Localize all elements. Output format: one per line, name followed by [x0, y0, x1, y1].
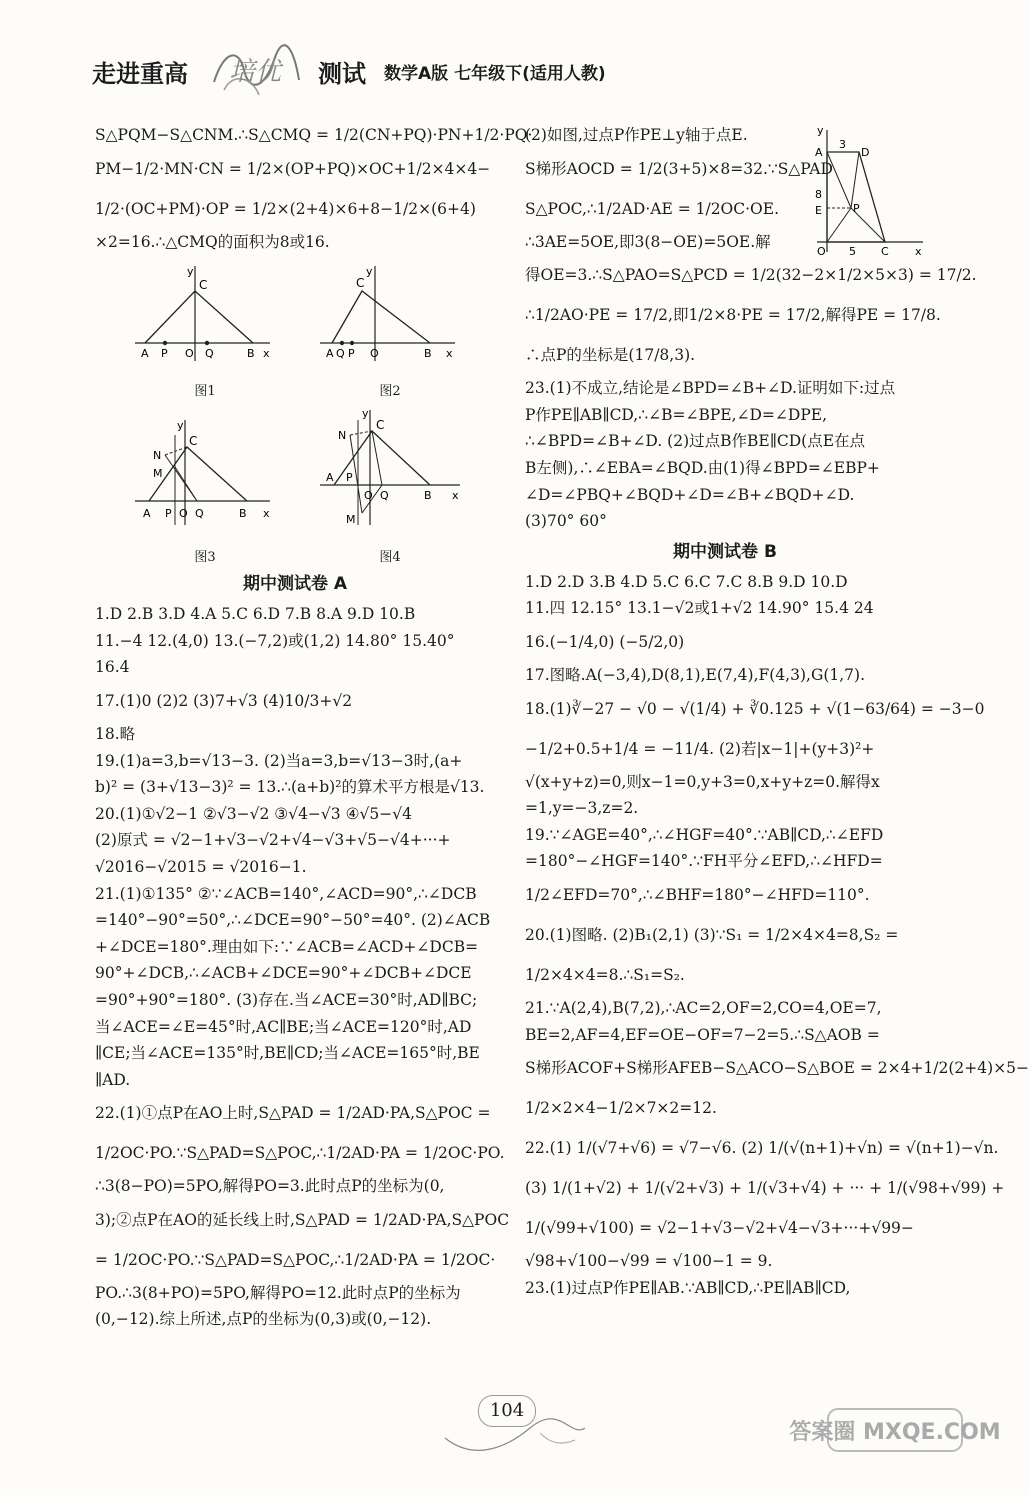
text-line: S△POC,∴1/2AD·AE = 1/2OC·OE. — [525, 199, 780, 218]
svg-text:Q: Q — [380, 489, 389, 503]
answer-line: ∥CE;当∠ACE=135°时,BE∥CD;当∠ACE=165°时,BE — [95, 1044, 480, 1063]
svg-text:C: C — [356, 276, 365, 291]
answer-line: BE=2,AF=4,EF=OE−OF=7−2=5.∴S△AOB = — [525, 1025, 880, 1044]
svg-text:B: B — [424, 489, 432, 503]
svg-text:P: P — [346, 471, 353, 485]
subject-label: 数学A版 七年级下(适用人教) — [384, 64, 606, 84]
test-label: 测试 — [318, 60, 366, 88]
answer-line: 21.(1)①135° ②∵∠ACB=140°,∠ACD=90°,∴∠DCB — [95, 884, 477, 903]
svg-text:N: N — [153, 449, 162, 463]
svg-text:x: x — [915, 245, 922, 258]
svg-text:y: y — [177, 419, 184, 433]
answer-line: ∴3(8−PO)=5PO,解得PO=3.此时点P的坐标为(0, — [95, 1177, 445, 1196]
answer-line: √2016−√2015 = √2016−1. — [95, 857, 307, 876]
answer-line: 23.(1)过点P作PE∥AB.∵AB∥CD,∴PE∥AB∥CD, — [525, 1278, 851, 1297]
brand-logo — [204, 40, 304, 100]
figure-3 — [135, 415, 275, 540]
svg-text:Q: Q — [195, 507, 204, 521]
svg-text:C: C — [376, 418, 385, 433]
figure-1 — [135, 261, 275, 376]
answer-line: 16.4 — [95, 658, 130, 677]
svg-text:C: C — [199, 278, 208, 293]
text-line: ∴∠BPD=∠B+∠D. (2)过点B作BE∥CD(点E在点 — [525, 432, 866, 451]
svg-text:A: A — [143, 507, 151, 521]
section-title-b: 期中测试卷 B — [673, 541, 777, 562]
answer-line: (0,−12).综上所述,点P的坐标为(0,3)或(0,−12). — [95, 1310, 432, 1329]
text-line: 23.(1)不成立,结论是∠BPD=∠B+∠D.证明如下:过点 — [525, 379, 896, 398]
right-column — [525, 122, 1029, 1301]
svg-text:y: y — [817, 124, 824, 137]
svg-text:B: B — [247, 347, 255, 361]
svg-text:x: x — [452, 489, 459, 503]
svg-text:A: A — [326, 471, 334, 485]
answer-line: =180°−∠HGF=140°.∵FH平分∠EFD,∴∠HFD= — [525, 852, 883, 871]
text-line: S△PQM−S△CNM.∴S△CMQ = 1/2(CN+PQ)·PN+1/2·PQ· — [95, 126, 533, 144]
site-watermark — [789, 1405, 1001, 1475]
svg-text:O: O — [364, 489, 373, 503]
svg-text:P: P — [165, 507, 172, 521]
svg-text:答案圈 MXQE.COM: 答案圈 MXQE.COM — [789, 1420, 1001, 1445]
svg-text:C: C — [189, 434, 198, 449]
page-header — [92, 52, 912, 92]
svg-text:E: E — [815, 204, 822, 217]
answer-line: S梯形ACOF+S梯形AFEB−S△ACO−S△BOE = 2×4+1/2(2+4)×5− — [525, 1059, 1029, 1078]
answer-line: √(x+y+z)=0,则x−1=0,y+3=0,x+y+z=0.解得x — [525, 772, 880, 791]
svg-text:y: y — [366, 265, 373, 279]
figure-group — [95, 255, 495, 567]
svg-text:C: C — [881, 245, 889, 258]
answer-line: −1/2+0.5+1/4 = −11/4. (2)若|x−1|+(y+3)²+ — [525, 739, 875, 758]
text-line: (3)70° 60° — [525, 512, 607, 531]
answer-line: = 1/2OC·PO.∵S△PAD=S△POC,∴1/2AD·PA = 1/2OC· — [95, 1250, 496, 1269]
answer-line: 20.(1)①√2−1 ②√3−√2 ③√4−√3 ④√5−√4 — [95, 804, 412, 823]
answer-line: 17.图略.A(−3,4),D(8,1),E(7,4),F(4,3),G(1,7). — [525, 665, 865, 684]
svg-text:P: P — [853, 202, 860, 215]
figure-3-caption: 图3 — [194, 550, 216, 566]
answer-line: 17.(1)0 (2)2 (3)7+√3 (4)10/3+√2 — [95, 691, 353, 710]
svg-text:M: M — [346, 513, 356, 527]
answer-line: 22.(1) 1/(√7+√6) = √7−√6. (2) 1/(√(n+1)+√n) = √(n+1)−√n. — [525, 1139, 999, 1158]
answer-line: PO.∴3(8+PO)=5PO,解得PO=12.此时点P的坐标为 — [95, 1283, 461, 1302]
figure-2 — [320, 261, 460, 376]
answer-line: =140°−90°=50°,∴∠DCE=90°−50°=40°. (2)∠ACB — [95, 911, 491, 930]
figure-4 — [320, 405, 465, 540]
answer-line: =90°+90°=180°. (3)存在.当∠ACE=30°时,AD∥BC; — [95, 990, 478, 1009]
svg-text:B: B — [239, 507, 247, 521]
answer-line: 11.四 12.15° 13.1−√2或1+√2 14.90° 15.4 24 — [525, 599, 874, 618]
answer-line: 1.D 2.D 3.B 4.D 5.C 6.C 7.C 8.B 9.D 10.D — [525, 572, 848, 591]
text-line: ∴1/2AO·PE = 17/2,即1/2×8·PE = 17/2,解得PE = 17/8. — [525, 306, 941, 325]
answer-line: ∥AD. — [95, 1070, 131, 1089]
answer-line: √98+√100−√99 = √100−1 = 9. — [525, 1252, 773, 1271]
svg-text:x: x — [263, 507, 270, 521]
answer-line: (3) 1/(1+√2) + 1/(√2+√3) + 1/(√3+√4) + ··· + 1/(√98+√99) + — [525, 1179, 1005, 1198]
left-column — [95, 122, 533, 1333]
text-line: (2)如图,过点P作PE⊥y轴于点E. — [525, 126, 748, 144]
text-line: 1/2·(OC+PM)·OP = 1/2×(2+4)×6+8−1/2×(6+4) — [95, 199, 476, 218]
text-line: ∴点P的坐标是(17/8,3). — [525, 346, 696, 365]
svg-text:A: A — [141, 347, 149, 361]
answer-line: 90°+∠DCB,∴∠ACB+∠DCE=90°+∠DCB+∠DCE — [95, 964, 472, 983]
answer-line: 11.−4 12.(4,0) 13.(−7,2)或(1,2) 14.80° 15.40° — [95, 631, 455, 650]
text-line: 得OE=3.∴S△PAO=S△PCD = 1/2(32−2×1/2×5×3) = 17/2. — [525, 266, 977, 285]
svg-text:M: M — [153, 467, 163, 481]
svg-text:y: y — [187, 265, 194, 279]
answer-line: (2)原式 = √2−1+√3−√2+√4−√3+√5−√4+···+ — [95, 831, 451, 850]
text-line: ∴3AE=5OE,即3(8−OE)=5OE.解 — [525, 232, 771, 251]
answer-line: 1/2OC·PO.∵S△PAD=S△POC,∴1/2AD·PA = 1/2OC·PO. — [95, 1144, 505, 1163]
svg-text:A: A — [815, 146, 823, 159]
page-number: 104 — [478, 1395, 536, 1427]
answer-line: 1/2×2×4−1/2×7×2=12. — [525, 1099, 717, 1118]
answer-line: +∠DCE=180°.理由如下:∵∠ACB=∠ACD+∠DCB= — [95, 937, 479, 956]
figure-1-caption: 图1 — [194, 384, 216, 400]
svg-text:x: x — [263, 347, 270, 361]
figure-2-caption: 图2 — [379, 384, 401, 400]
answer-line: 18.略 — [95, 724, 136, 743]
answer-line: 1.D 2.B 3.D 4.A 5.C 6.D 7.B 8.A 9.D 10.B — [95, 605, 416, 624]
answer-line: 3);②点P在AO的延长线上时,S△PAD = 1/2AD·PA,S△POC — [95, 1210, 510, 1229]
text-line: P作PE∥AB∥CD,∴∠B=∠BPE,∠D=∠DPE, — [525, 405, 828, 424]
svg-text:培优: 培优 — [229, 57, 282, 87]
answer-line: 21.∵A(2,4),B(7,2),∴AC=2,OF=2,CO=4,OE=7, — [525, 998, 882, 1017]
answer-line: 1/2∠EFD=70°,∴∠BHF=180°−∠HFD=110°. — [525, 885, 870, 904]
svg-text:Q: Q — [205, 347, 214, 361]
svg-text:Q: Q — [336, 347, 345, 361]
series-title: 走进重高 — [92, 60, 188, 88]
figure-4-caption: 图4 — [379, 550, 401, 566]
text-line: ∠D=∠PBQ+∠BQD+∠D=∠B+∠BQD+∠D. — [525, 485, 855, 504]
svg-text:O: O — [817, 245, 826, 258]
answer-line: 16.(−1/4,0) (−5/2,0) — [525, 632, 685, 651]
text-line: S梯形AOCD = 1/2(3+5)×8=32.∵S△PAD — [525, 159, 833, 178]
svg-text:P: P — [348, 347, 355, 361]
answer-line: 19.∵∠AGE=40°,∴∠HGF=40°.∵AB∥CD,∴∠EFD — [525, 825, 884, 844]
answer-line: 20.(1)图略. (2)B₁(2,1) (3)∵S₁ = 1/2×4×4=8,S₂ = — [525, 925, 899, 944]
svg-text:P: P — [161, 347, 168, 361]
svg-text:O: O — [185, 347, 194, 361]
svg-text:N: N — [338, 429, 347, 443]
svg-text:A: A — [326, 347, 334, 361]
svg-text:x: x — [446, 347, 453, 361]
coordinate-figure — [815, 122, 925, 257]
text-line: B左侧),∴∠EBA=∠BQD.由(1)得∠BPD=∠EBP+ — [525, 458, 880, 477]
section-title-a: 期中测试卷 A — [242, 574, 348, 595]
answer-line: =1,y=−3,z=2. — [525, 799, 639, 818]
answer-line: 18.(1)∛−27 − √0 − √(1/4) + ∛0.125 + √(1−63/64) = −3−0 — [525, 699, 985, 718]
text-line: PM−1/2·MN·CN = 1/2×(OP+PQ)×OC+1/2×4×4− — [95, 159, 491, 178]
svg-text:8: 8 — [815, 188, 822, 201]
svg-text:B: B — [424, 347, 432, 361]
svg-text:O: O — [179, 507, 188, 521]
answer-line: b)² = (3+√13−3)² = 13.∴(a+b)²的算术平方根是√13. — [95, 778, 485, 797]
answer-line: 1/2×4×4=8.∴S₁=S₂. — [525, 965, 685, 984]
answer-line: 1/(√99+√100) = √2−1+√3−√2+√4−√3+···+√99− — [525, 1219, 914, 1238]
text-line: ×2=16.∴△CMQ的面积为8或16. — [95, 232, 330, 251]
svg-text:3: 3 — [839, 138, 846, 151]
answer-line: 19.(1)a=3,b=√13−3. (2)当a=3,b=√13−3时,(a+ — [95, 751, 463, 770]
svg-text:O: O — [370, 347, 379, 361]
svg-text:y: y — [362, 407, 369, 421]
answer-line: 22.(1)①点P在AO上时,S△PAD = 1/2AD·PA,S△POC = — [95, 1104, 491, 1123]
answer-line: 当∠ACE=∠E=45°时,AC∥BE;当∠ACE=120°时,AD — [95, 1017, 472, 1036]
svg-text:D: D — [861, 146, 870, 159]
svg-text:5: 5 — [849, 245, 856, 258]
